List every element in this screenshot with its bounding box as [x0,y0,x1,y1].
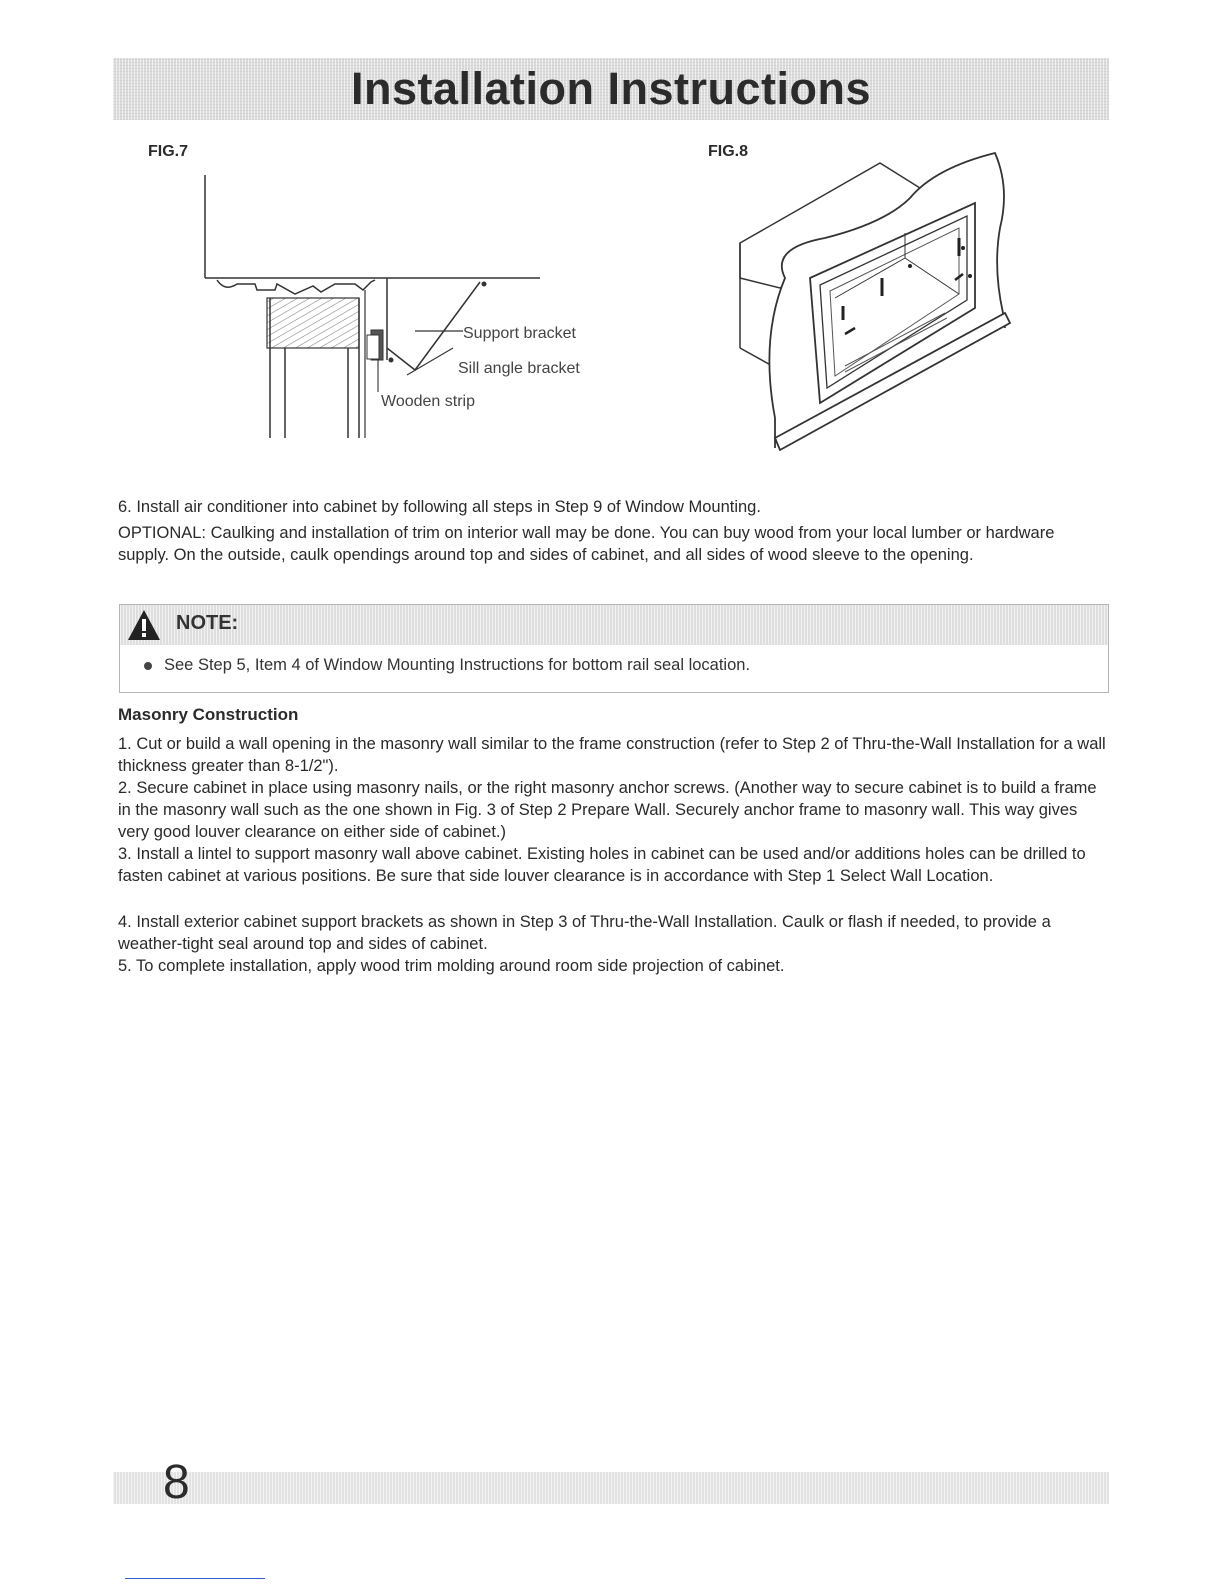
fig7-label: FIG.7 [148,143,189,160]
note-header [120,605,1108,645]
header-banner [113,58,1109,120]
callout-wooden-strip: Wooden strip [381,393,475,410]
page-title: Installation Instructions [350,63,872,114]
step-6-text: 6. Install air conditioner into cabinet by following all steps in Step 9 of Window Mounting. [118,498,761,516]
footer-link-underline [125,1578,265,1579]
callout-support-bracket: Support bracket [463,325,576,342]
fig7-cross-section-diagram [195,170,615,455]
masonry-heading: Masonry Construction [118,705,299,724]
page-number: 8 [163,1456,190,1509]
footer-bar [113,1472,1109,1504]
fig8-cabinet-in-wall-diagram [735,148,1025,458]
warning-triangle-icon [126,608,162,642]
masonry-step-4: 4. Install exterior cabinet support brackets as shown in Step 3 of Thru-the-Wall Installation. Caulk or flash if needed, to provide a weather-tight seal around top and sides of cabinet. [118,913,1051,953]
masonry-step-2: 2. Secure cabinet in place using masonry nails, or the right masonry anchor screws. (Another way to secure cabinet is to build a frame in the masonry wall such as the one shown in Fig. 3 of Step 2 Prepare Wall. Securely anchor frame to masonry wall. This way gives very good louver clearance on either side of cabinet.) [118,779,1097,841]
note-box [119,604,1109,693]
optional-text: OPTIONAL: Caulking and installation of trim on interior wall may be done. You can buy wood from your local lumber or hardware supply. On the outside, caulk opendings around top and sides of cabinet, and all sides of wood sleeve to the opening. [118,524,1055,564]
note-title: NOTE: [176,612,239,634]
masonry-step-3: 3. Install a lintel to support masonry wall above cabinet. Existing holes in cabinet can be used and/or additions holes can be drilled to fasten cabinet at various positions. Be sure that side louver clearance is in accordance with Step 1 Select Wall Location. [118,845,1086,885]
masonry-step-1: 1. Cut or build a wall opening in the masonry wall similar to the frame construction (refer to Step 2 of Thru-the-Wall Installation for a wall thickness greater than 8-1/2"). [118,735,1106,775]
note-item-text: See Step 5, Item 4 of Window Mounting Instructions for bottom rail seal location. [164,656,751,674]
bullet-icon [144,662,152,670]
note-item [144,656,750,675]
masonry-step-5: 5. To complete installation, apply wood trim molding around room side projection of cabinet. [118,957,785,975]
fig8-label: FIG.8 [708,143,749,160]
callout-sill-angle-bracket: Sill angle bracket [458,360,580,377]
